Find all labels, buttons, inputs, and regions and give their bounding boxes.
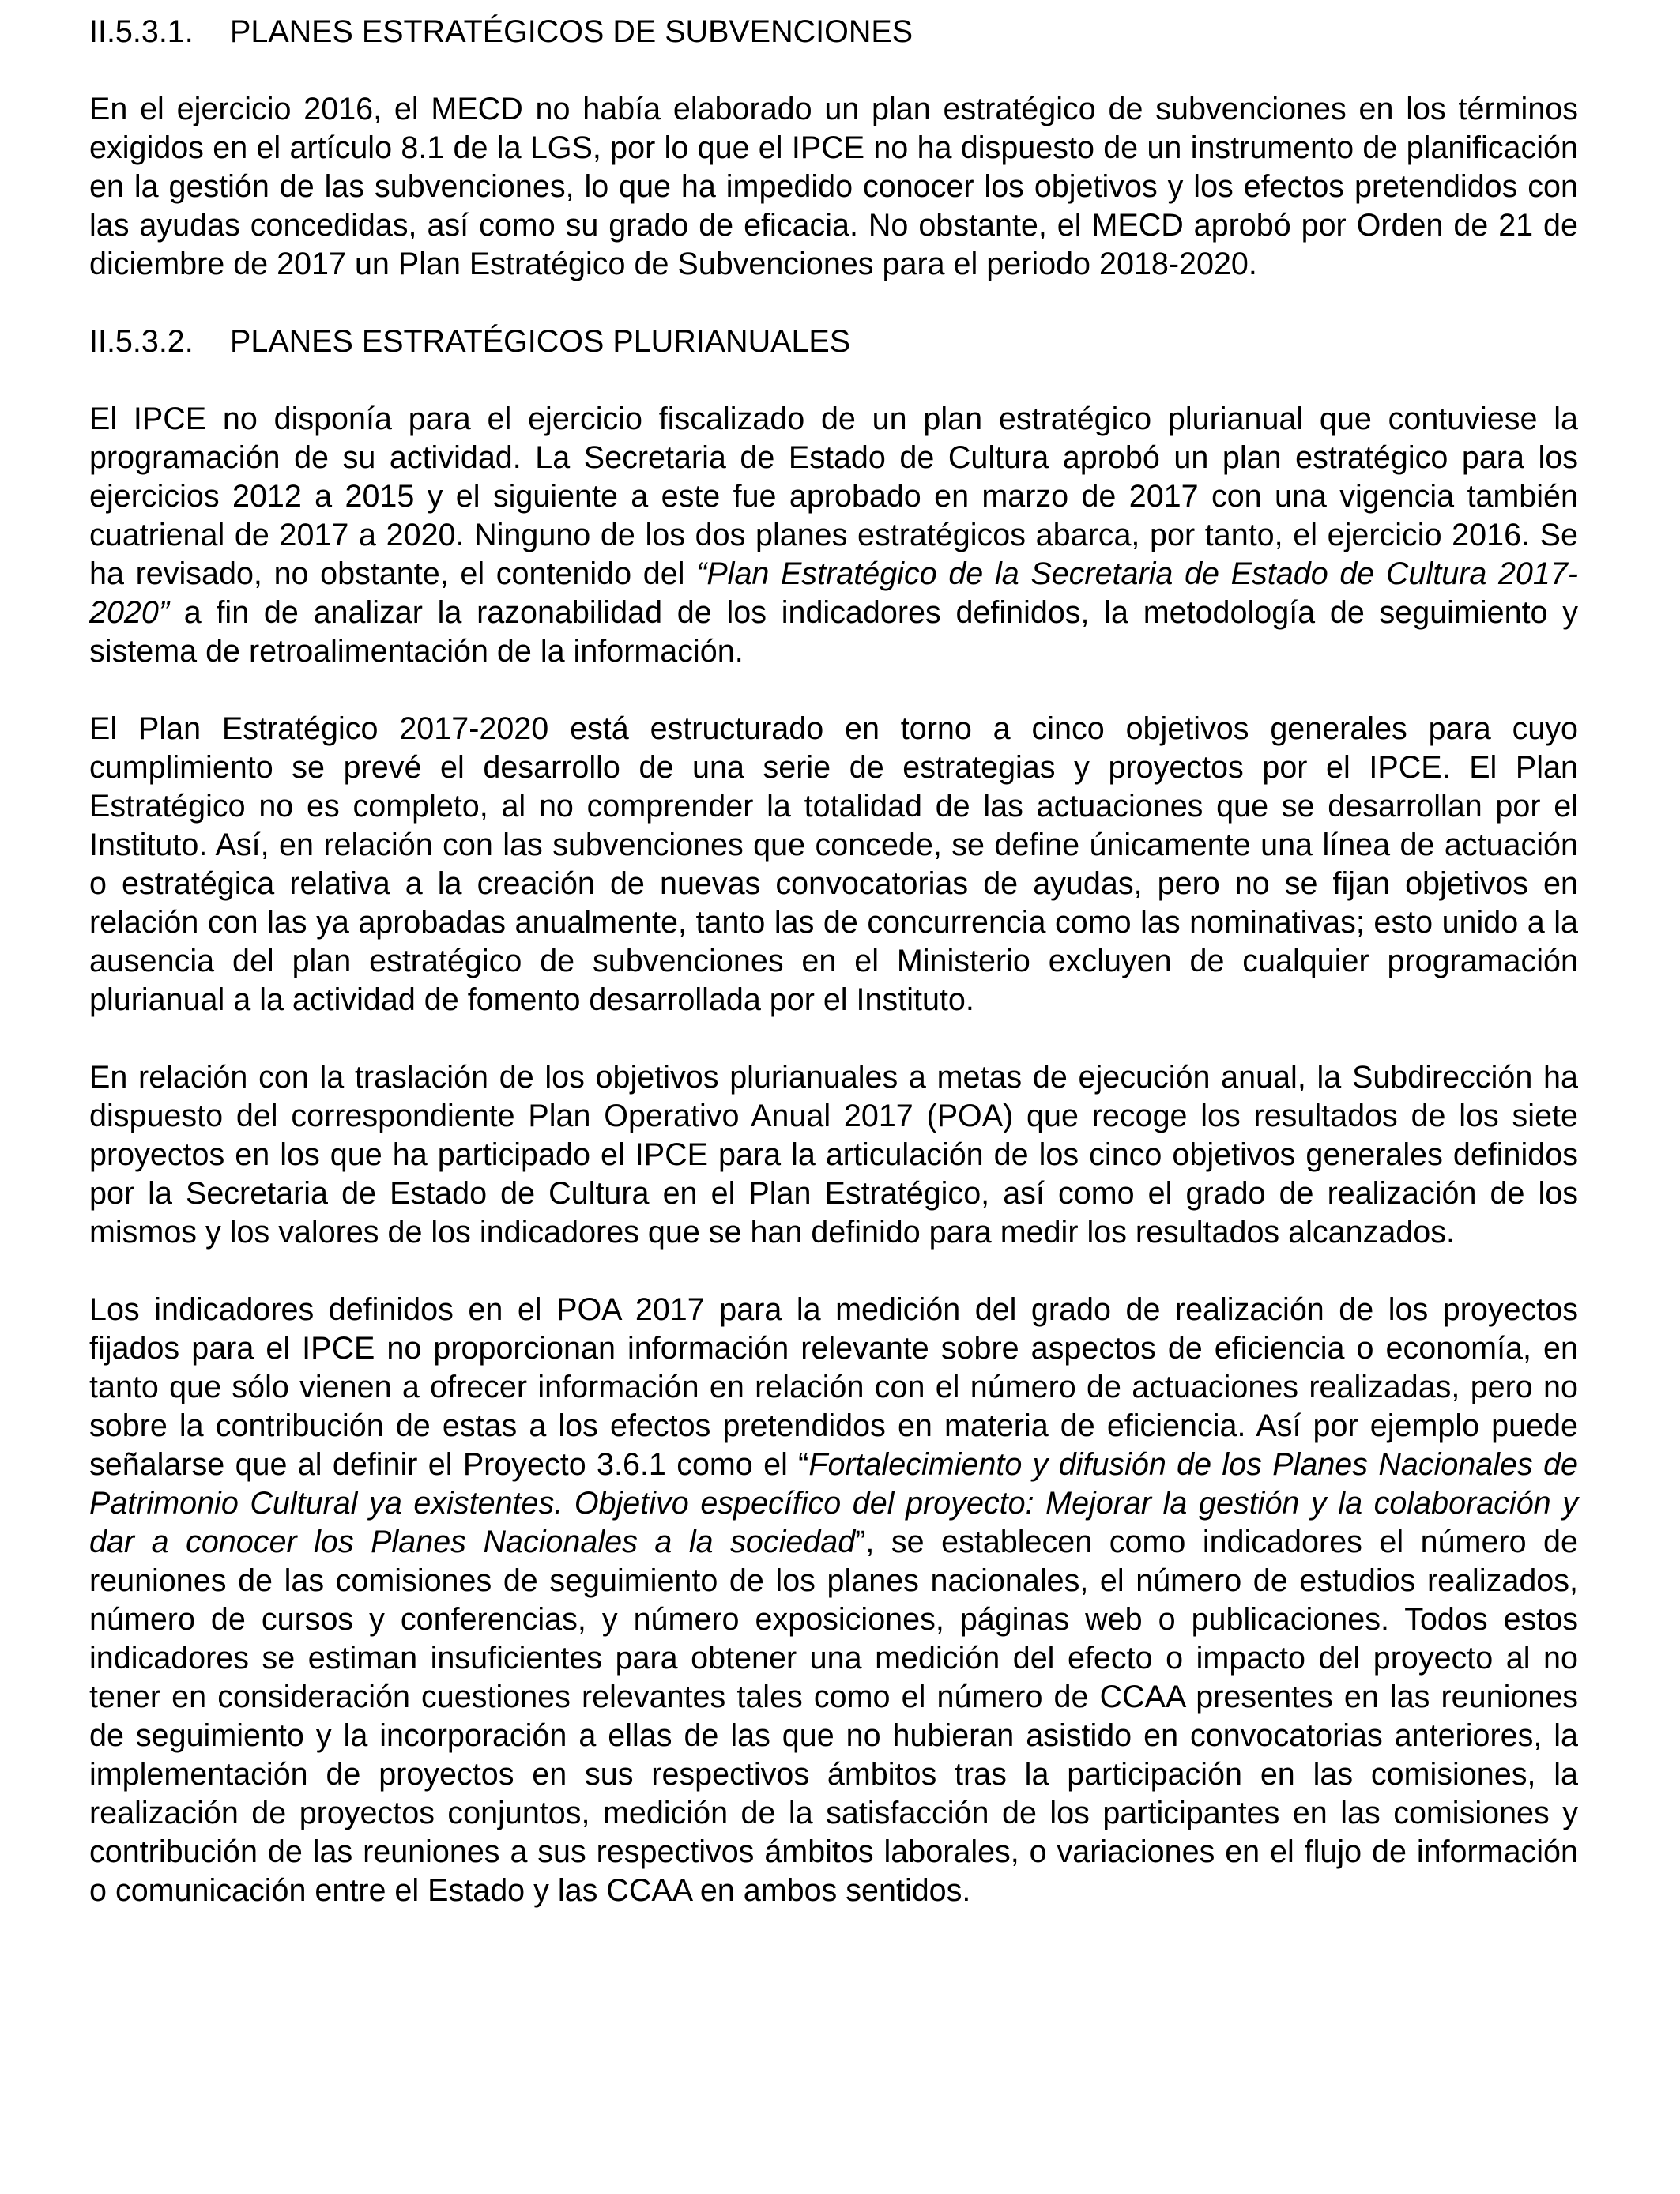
paragraph-text: ”, se establecen como indicadores el número de reuniones de las comisiones de seguimiento de los planes nacionales, el número de estudios realizados, número de cursos y conferencias, y número exposiciones, páginas web o publicaciones. Todos estos indicadores se estiman insuficientes para obtener una medición del efecto o impacto del proyecto al no tener en consideración cuestiones relevantes tales como el número de CCAA presentes en las reuniones de seguimiento y la incorporación a ellas de las que no hubieran asistido en convocatorias anteriores, la implementación de proyectos en sus respectivos ámbitos tras la participación en las comisiones, la realización de proyectos conjuntos, medición de la satisfacción de los participantes en las comisiones y contribución de las reuniones a sus respectivos ámbitos laborales, o variaciones en el flujo de información o comunicación entre el Estado y las CCAA en ambos sentidos. bbox=[89, 1525, 1578, 1908]
section-title: PLANES ESTRATÉGICOS DE SUBVENCIONES bbox=[230, 14, 913, 49]
project-title-italic: Fortalecimiento y difusión de los Planes Nacionales de Patrimonio Cultural ya existentes. Objetivo específico del proyecto: Mejorar la gestión y la colaboración y dar a conocer los Planes Nacionales a la sociedad bbox=[89, 1447, 1579, 1559]
section-number: II.5.3.1. bbox=[89, 14, 194, 49]
paragraph-text: Los indicadores definidos en el POA 2017 para la medición del grado de realización de los proyectos fijados para el IPCE no proporcionan información relevante sobre aspectos de eficiencia o economía, en tanto que sólo vienen a ofrecer información en relación con el número de actuaciones realizadas, pero no sobre la contribución de estas a los efectos pretendidos en materia de eficiencia. Así por ejemplo puede señalarse que al definir el Proyecto 3.6.1 como el “ bbox=[89, 1292, 1578, 1482]
paragraph-3: El Plan Estratégico 2017-2020 está estructurado en torno a cinco objetivos generales para cuyo cumplimiento se prevé el desarrollo de una serie de estrategias y proyectos por el IPCE. El Plan Estratégico no es completo, al no comprender la totalidad de las actuaciones que se desarrollan por el Instituto. Así, en relación con las subvenciones que concede, se define únicamente una línea de actuación o estratégica relativa a la creación de nuevas convocatorias de ayudas, pero no se fijan objetivos en relación con las ya aprobadas anualmente, tanto las de concurrencia como las nominativas; esto unido a la ausencia del plan estratégico de subvenciones en el Ministerio excluyen de cualquier programación plurianual a la actividad de fomento desarrollada por el Instituto. bbox=[89, 711, 1578, 1017]
plan-title-italic: “Plan Estratégico de la Secretaria de Estado de Cultura 2017-2020” bbox=[89, 556, 1578, 630]
paragraph-text: El IPCE no disponía para el ejercicio fiscalizado de un plan estratégico plurianual que contuviese la programación de su actividad. La Secretaria de Estado de Cultura aprobó un plan estratégico para los ejercicios 2012 a 2015 y el siguiente a este fue aprobado en marzo de 2017 con una vigencia también cuatrienal de 2017 a 2020. Ninguno de los dos planes estratégicos abarca, por tanto, el ejercicio 2016. Se ha revisado, no obstante, el contenido del bbox=[89, 401, 1578, 591]
section-title: PLANES ESTRATÉGICOS PLURIANUALES bbox=[230, 324, 851, 359]
paragraph-2 bbox=[89, 400, 1578, 671]
paragraph-5 bbox=[89, 1291, 1578, 1910]
paragraph-text: a fin de analizar la razonabilidad de los indicadores definidos, la metodología de seguimiento y sistema de retroalimentación de la información. bbox=[89, 595, 1578, 669]
section-heading-subvenciones bbox=[89, 13, 1578, 51]
section-number: II.5.3.2. bbox=[89, 324, 194, 359]
document-page bbox=[89, 13, 1578, 1910]
paragraph-1: En el ejercicio 2016, el MECD no había elaborado un plan estratégico de subvenciones en los términos exigidos en el artículo 8.1 de la LGS, por lo que el IPCE no ha dispuesto de un instrumento de planificación en la gestión de las subvenciones, lo que ha impedido conocer los objetivos y los efectos pretendidos con las ayudas concedidas, así como su grado de eficacia. No obstante, el MECD aprobó por Orden de 21 de diciembre de 2017 un Plan Estratégico de Subvenciones para el periodo 2018-2020. bbox=[89, 92, 1578, 281]
paragraph-4: En relación con la traslación de los objetivos plurianuales a metas de ejecución anual, la Subdirección ha dispuesto del correspondiente Plan Operativo Anual 2017 (POA) que recoge los resultados de los siete proyectos en los que ha participado el IPCE para la articulación de los cinco objetivos generales definidos por la Secretaria de Estado de Cultura en el Plan Estratégico, así como el grado de realización de los mismos y los valores de los indicadores que se han definido para medir los resultados alcanzados. bbox=[89, 1060, 1578, 1250]
section-heading-plurianuales bbox=[89, 322, 1578, 361]
